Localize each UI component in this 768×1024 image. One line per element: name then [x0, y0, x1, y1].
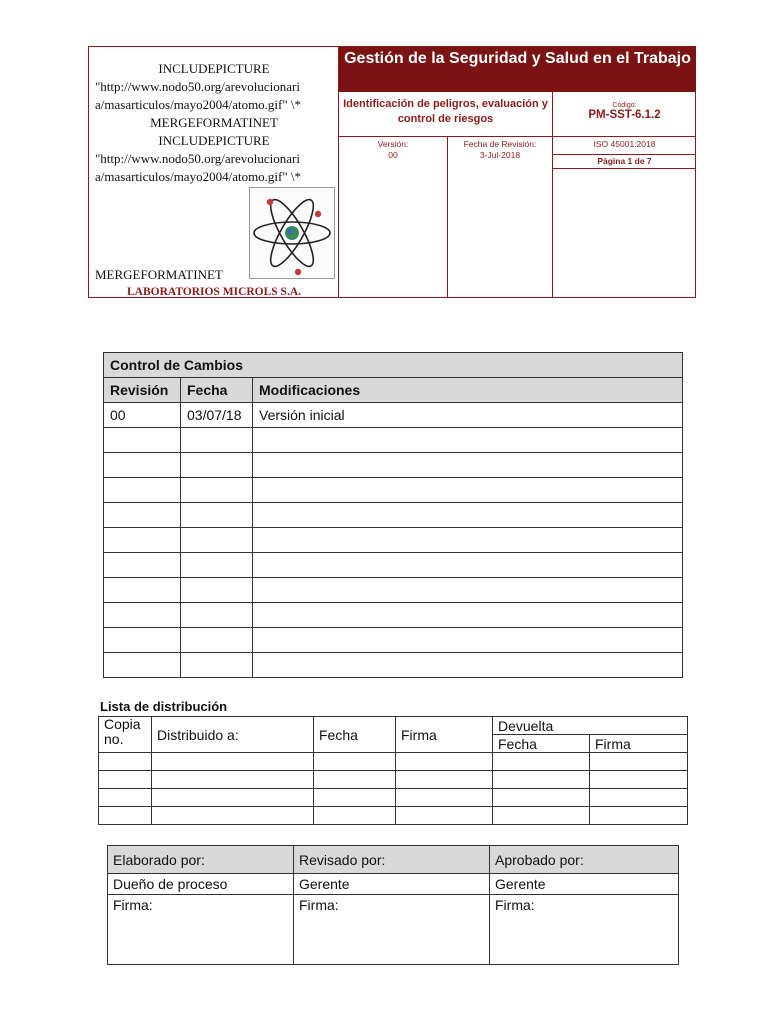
date-cell — [181, 628, 253, 653]
modification-cell — [253, 578, 683, 603]
modification-cell — [253, 628, 683, 653]
date-cell — [181, 578, 253, 603]
table-row — [104, 403, 683, 428]
document-header — [88, 46, 696, 298]
field-code-line: a/masarticulos/mayo2004/atomo.gif" \* — [95, 169, 302, 184]
distribution-table — [98, 716, 688, 825]
document-subtitle: Identificación de peligros, evaluación y control de riesgos — [339, 92, 553, 137]
date-cell — [181, 503, 253, 528]
table-row — [104, 453, 683, 478]
date-cell — [181, 528, 253, 553]
approved-by-role: Gerente — [490, 874, 679, 895]
prepared-by-signature: Firma: — [108, 895, 294, 965]
table-row — [104, 628, 683, 653]
revision-date-label: Fecha de Revisión: — [463, 139, 537, 149]
table-row — [104, 503, 683, 528]
field-code-line: "http://www.nodo50.org/arevolucionari — [95, 79, 300, 94]
version-cell — [339, 137, 448, 297]
revision-cell — [104, 428, 181, 453]
table-row — [104, 478, 683, 503]
changes-title: Control de Cambios — [104, 353, 683, 378]
field-code-line: "http://www.nodo50.org/arevolucionari — [95, 151, 300, 166]
date-cell — [181, 453, 253, 478]
atom-logo — [249, 187, 335, 279]
table-row — [104, 528, 683, 553]
revision-cell — [104, 478, 181, 503]
revision-cell — [104, 628, 181, 653]
revision-cell — [104, 528, 181, 553]
revision-cell: 00 — [104, 403, 181, 428]
atom-icon — [250, 188, 334, 278]
modification-cell — [253, 503, 683, 528]
revision-cell — [104, 603, 181, 628]
date-cell — [181, 428, 253, 453]
table-row — [99, 771, 688, 789]
table-row — [104, 578, 683, 603]
revision-cell — [104, 578, 181, 603]
code-cell — [553, 92, 696, 137]
modification-cell — [253, 553, 683, 578]
changes-header-row — [104, 378, 683, 403]
version-value: 00 — [388, 150, 398, 160]
table-row — [99, 807, 688, 825]
field-code-line: INCLUDEPICTURE — [158, 61, 270, 76]
approval-table — [107, 845, 679, 965]
logo-cell — [89, 47, 339, 297]
modification-cell — [253, 653, 683, 678]
col-distributed-to: Distribuido a: — [152, 717, 314, 753]
field-code-line: INCLUDEPICTURE — [158, 133, 270, 148]
revision-cell — [104, 553, 181, 578]
col-approved-by: Aprobado por: — [490, 846, 679, 874]
modification-cell — [253, 528, 683, 553]
approved-by-signature: Firma: — [490, 895, 679, 965]
field-code-line: MERGEFORMATINET — [95, 267, 223, 282]
field-code-line: a/masarticulos/mayo2004/atomo.gif" \* — [95, 97, 302, 112]
date-cell — [181, 478, 253, 503]
col-revision: Revisión — [104, 378, 181, 403]
revision-cell — [104, 653, 181, 678]
document-title: Gestión de la Seguridad y Salud en el Trabajo — [339, 47, 696, 92]
col-returned: Devuelta — [493, 717, 688, 735]
revision-cell — [104, 503, 181, 528]
revision-date-value: 3-Jul-2018 — [479, 150, 521, 160]
field-code-line: MERGEFORMATINET — [150, 115, 278, 130]
col-returned-signature: Firma — [590, 735, 688, 753]
table-row — [104, 603, 683, 628]
table-row — [104, 428, 683, 453]
prepared-by-role: Dueño de proceso — [108, 874, 294, 895]
company-name: LABORATORIOS MICROLS S.A. — [126, 286, 302, 298]
iso-standard: ISO 45001:2018 — [553, 137, 696, 155]
modification-cell — [253, 428, 683, 453]
col-reviewed-by: Revisado por: — [294, 846, 490, 874]
table-row — [104, 553, 683, 578]
modification-cell: Versión inicial — [253, 403, 683, 428]
col-date: Fecha — [314, 717, 396, 753]
col-date: Fecha — [181, 378, 253, 403]
revision-cell — [104, 453, 181, 478]
revision-date-cell — [448, 137, 553, 297]
reviewed-by-signature: Firma: — [294, 895, 490, 965]
col-signature: Firma — [396, 717, 493, 753]
modification-cell — [253, 478, 683, 503]
code-label: Código: — [612, 102, 637, 109]
col-copy-no: Copia no. — [99, 717, 152, 753]
distribution-title: Lista de distribución — [100, 699, 228, 714]
col-modifications: Modificaciones — [253, 378, 683, 403]
col-prepared-by: Elaborado por: — [108, 846, 294, 874]
date-cell — [181, 553, 253, 578]
reviewed-by-role: Gerente — [294, 874, 490, 895]
table-row — [104, 653, 683, 678]
code-value: PM-SST-6.1.2 — [588, 109, 661, 121]
table-row — [99, 789, 688, 807]
changes-body — [104, 403, 683, 678]
page-number: Página 1 de 7 — [553, 155, 696, 169]
date-cell — [181, 653, 253, 678]
date-cell: 03/07/18 — [181, 403, 253, 428]
modification-cell — [253, 603, 683, 628]
modification-cell — [253, 453, 683, 478]
col-returned-date: Fecha — [493, 735, 590, 753]
changes-table — [103, 352, 683, 678]
table-row — [99, 753, 688, 771]
date-cell — [181, 603, 253, 628]
version-label: Versión: — [377, 139, 409, 149]
